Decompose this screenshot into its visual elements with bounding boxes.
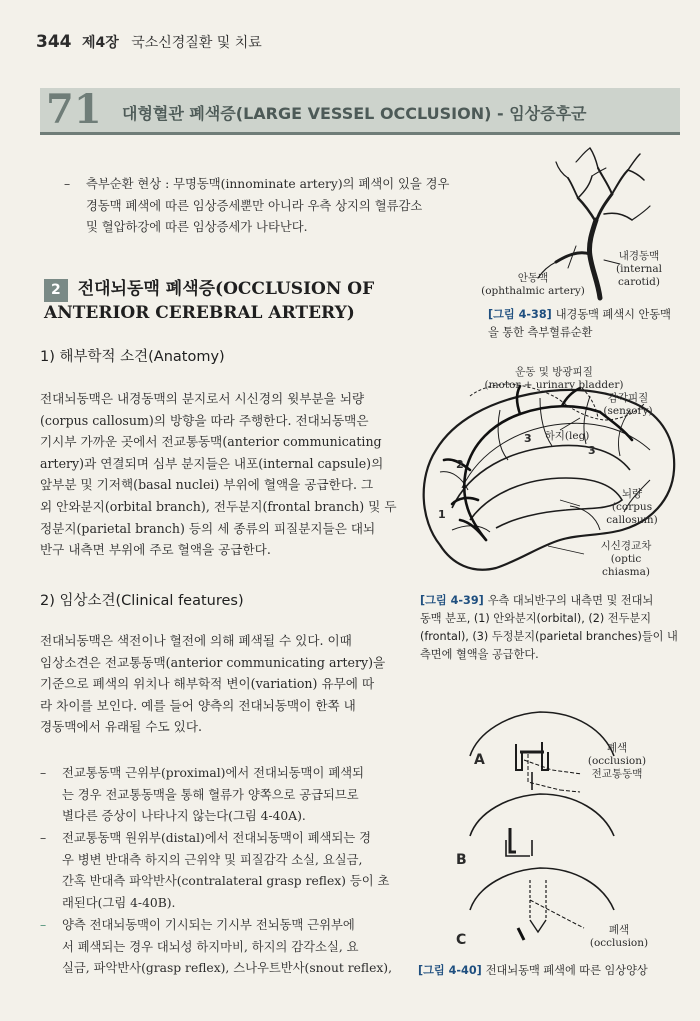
section-title: 대형혈관 폐색증(LARGE VESSEL OCCLUSION) - 임상증후군 xyxy=(122,104,587,123)
text-line: 전교통동맥 원위부(distal)에서 전대뇌동맥이 폐색되는 경 xyxy=(62,831,372,845)
caption-line: 우측 대뇌반구의 내측면 및 전대뇌 xyxy=(487,594,654,607)
label-line: 뇌량 xyxy=(621,488,643,500)
bullet-dash: – xyxy=(40,831,47,845)
label-line: 안동맥 xyxy=(517,272,549,284)
branch-number-3: 3 xyxy=(524,432,532,445)
text-line: 경동맥 폐색에 따른 임상증세뿐만 아니라 우측 상지의 혈류감소 xyxy=(86,198,423,213)
label-corpus-callosum xyxy=(588,488,676,527)
text-line: 앞부분 및 기저핵(basal nuclei) 부위에 혈액을 공급한다. 그 xyxy=(40,477,374,493)
caption-label: [그림 4-40] xyxy=(418,964,482,977)
text-line: 라 차이를 보인다. 예를 들어 양측의 전대뇌동맥이 한쪽 내 xyxy=(40,697,356,713)
caption-label: [그림 4-38] xyxy=(488,308,552,321)
text-line: 실금, 파악반사(grasp reflex), 스나우트반사(snout reflex), xyxy=(62,961,392,975)
text-line: 외 안와분지(orbital branch), 전두분지(frontal branch) 및 두 xyxy=(40,498,397,514)
text-line: 래된다(그림 4-40B). xyxy=(62,895,176,910)
text-line: 별다른 증상이 나타나지 않는다(그림 4-40A). xyxy=(62,809,306,823)
page-number: 344 xyxy=(36,32,72,52)
label-line: 폐색 xyxy=(608,924,630,936)
label-line: (ophthalmic artery) xyxy=(481,285,585,297)
text-line: 서 폐색되는 경우 대뇌성 하지마비, 하지의 감각소실, 요 xyxy=(62,939,359,954)
text-line: 전대뇌동맥은 색전이나 혈전에 의해 폐색될 수 있다. 이때 xyxy=(40,633,352,648)
bullet-dash: – xyxy=(64,177,71,191)
text-line: 양측 전대뇌동맥이 기시되는 기시부 전뇌동맥 근위부에 xyxy=(62,918,355,932)
caption-line: 을 통한 측부혈류순환 xyxy=(488,326,593,339)
caption-line: (frontal), (3) 두정분지(parietal branches)들이 내 xyxy=(420,630,678,643)
text-line: 우 병변 반대측 하지의 근위약 및 피질감각 소실, 요실금, xyxy=(62,852,363,867)
label-line: (corpus callosum) xyxy=(606,501,658,526)
bullet-dash: – xyxy=(40,766,47,780)
text-line: 는 경우 전교통동맥을 통해 혈류가 양쪽으로 공급되므로 xyxy=(62,787,359,802)
branch-number-3b: 3 xyxy=(588,444,596,457)
text-line: (corpus callosum)의 방향을 따라 주행한다. 전대뇌동맥은 xyxy=(40,412,369,428)
caption-fig-4-39 xyxy=(420,592,682,664)
text-line: 기준으로 폐색의 위치나 해부학적 변이(variation) 유무에 따 xyxy=(40,676,375,692)
book-title: 국소신경질환 및 치료 xyxy=(131,35,262,51)
caption-fig-4-40 xyxy=(418,962,684,980)
label-line: carotid) xyxy=(618,276,660,288)
caption-line: 내경동맥 폐색시 안동맥 xyxy=(555,308,671,321)
label-leg: 하지(leg) xyxy=(544,430,590,442)
text-line: artery)과 연결되며 심부 분지들은 내포(internal capsule)의 xyxy=(40,455,384,471)
label-line: 운동 및 방광피질 xyxy=(515,366,593,378)
label-line: 폐색 xyxy=(606,742,628,754)
branch-number-2: 2 xyxy=(456,458,464,471)
text-line: 및 혈압하강에 따른 임상증세가 나타난다. xyxy=(86,220,308,234)
label-line: (occlusion) xyxy=(589,937,649,949)
text-line: 반구 내측면 부위에 주로 혈액을 공급한다. xyxy=(40,542,271,558)
label-line: (occlusion) xyxy=(587,755,647,767)
heading-line: 전대뇌동맥 폐색증(OCCLUSION OF xyxy=(77,279,375,299)
label-motor xyxy=(476,366,632,392)
section-number: 71 xyxy=(46,86,102,133)
label-acom: 전교통동맥 xyxy=(591,768,643,780)
caption-line: 동맥 분포, (1) 안와분지(orbital), (2) 전두분지 xyxy=(420,612,652,625)
label-line: (optic chiasma) xyxy=(602,553,650,578)
caption-fig-4-38 xyxy=(488,306,678,342)
branch-number-1: 1 xyxy=(438,508,446,521)
label-line: (motor + urinary bladder) xyxy=(484,379,624,391)
text-line: 측부순환 현상 : 무명동맥(innominate artery)의 폐색이 있을 경우 xyxy=(86,177,450,191)
text-line: 기시부 가까운 곳에서 전교통동맥(anterior communicating xyxy=(40,434,382,450)
label-line: 내경동맥 xyxy=(618,250,660,262)
text-line: 전대뇌동맥은 내경동맥의 분지로서 시신경의 윗부분을 뇌량 xyxy=(40,391,365,406)
panel-letter-c: C xyxy=(456,932,467,948)
text-line: 정분지(parietal branch) 등의 세 종류의 피질분지들은 대뇌 xyxy=(40,520,376,536)
text-line: 전교통동맥 근위부(proximal)에서 전대뇌동맥이 폐색되 xyxy=(62,766,364,780)
clinical-heading: 2) 임상소견(Clinical features) xyxy=(40,593,244,609)
panel-letter-a: A xyxy=(474,752,485,768)
text-line: 경동맥에서 유래될 수도 있다. xyxy=(40,719,202,735)
label-line: 시신경교차 xyxy=(600,540,652,552)
label-optic-chiasma xyxy=(586,540,666,579)
label-occlusion-a xyxy=(582,742,652,768)
label-line: 감각피질 xyxy=(607,392,649,404)
label-line: (sensory) xyxy=(603,405,653,417)
text-line: 임상소견은 전교통동맥(anterior communicating artery)을 xyxy=(40,654,386,670)
heading-line: ANTERIOR CEREBRAL ARTERY) xyxy=(44,303,355,323)
caption-label: [그림 4-39] xyxy=(420,594,484,607)
heading-number-box: 2 xyxy=(44,279,68,302)
text-line: 간혹 반대측 파악반사(contralateral grasp reflex) 등이 초 xyxy=(62,874,390,888)
label-sensory xyxy=(592,392,664,418)
label-occlusion-c xyxy=(584,924,654,950)
anatomy-heading: 1) 해부학적 소견(Anatomy) xyxy=(40,349,225,365)
label-line: (internal xyxy=(615,263,663,275)
bullet-dash: – xyxy=(40,918,47,932)
label-internal-carotid xyxy=(604,250,674,289)
caption-line: 전대뇌동맥 폐색에 따른 임상양상 xyxy=(485,964,648,977)
label-ophthalmic-artery xyxy=(474,272,592,298)
panel-letter-b: B xyxy=(456,852,467,868)
chapter-label: 제4장 xyxy=(81,35,119,51)
caption-line: 측면에 혈액을 공급한다. xyxy=(420,648,539,661)
